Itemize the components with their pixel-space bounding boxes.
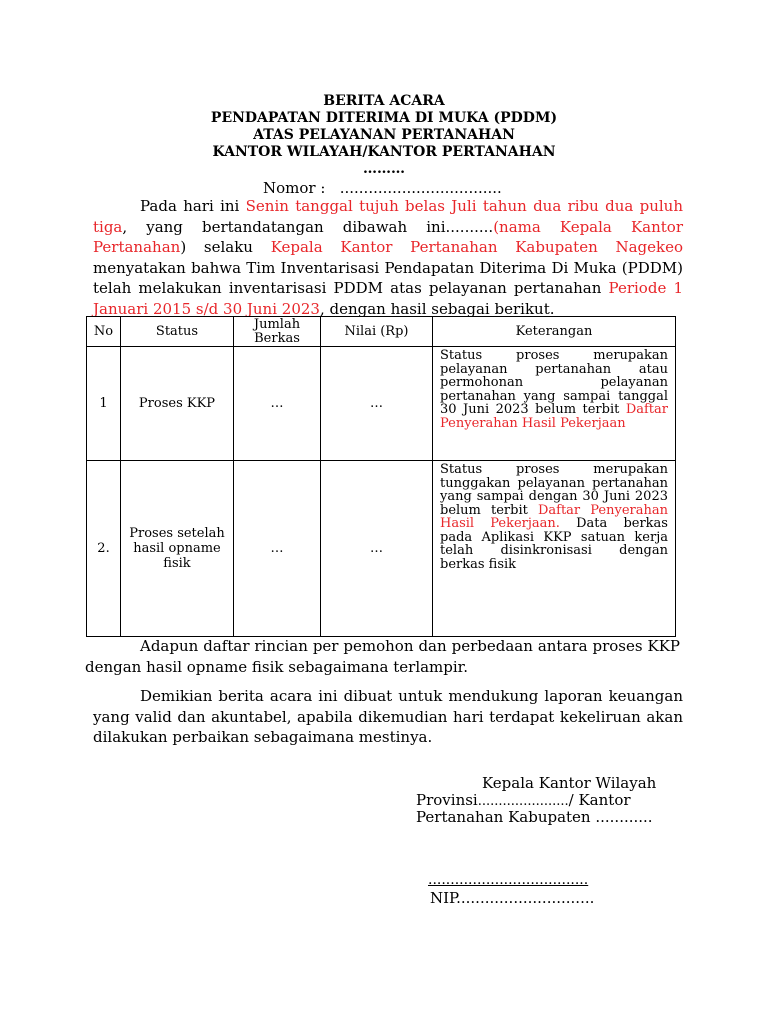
keterangan-text: Status proses merupakan tunggakan pelayanan pertanahan yang sampai dengan 30 Juni 2023 belum terbit xyxy=(440,462,668,518)
closing-paragraph-1 xyxy=(85,636,680,677)
cell-no: 2. xyxy=(87,461,121,637)
col-header-keterangan: Keterangan xyxy=(433,317,676,347)
header-line-5: ……… xyxy=(363,161,405,177)
col-header-no: No xyxy=(87,317,121,347)
intro-paragraph xyxy=(93,196,683,319)
signature-title-1: Kepala Kantor Wilayah xyxy=(482,774,657,792)
intro-text-3: ) selaku xyxy=(180,238,271,256)
keterangan-red-text: Daftar Penyerahan Hasil Pekerjaan. xyxy=(440,502,668,531)
table-row xyxy=(87,461,676,637)
cell-status: Proses KKP xyxy=(121,347,234,461)
intro-name-placeholder: (nama Kepala Kantor Pertanahan xyxy=(93,217,683,256)
intro-text-5: , dengan hasil sebagai berikut. xyxy=(319,299,555,318)
cell-jumlah: … xyxy=(234,347,321,461)
col-header-nilai: Nilai (Rp) xyxy=(321,317,433,347)
header-line-4: KANTOR WILAYAH/KANTOR PERTANAHAN xyxy=(212,144,556,160)
signature-nip: NIP............................. xyxy=(430,889,595,907)
cell-nilai: … xyxy=(321,461,433,637)
header-title: BERITA ACARA xyxy=(323,93,445,109)
intro-text-4: menyatakan bahwa Tim Inventarisasi Pendapatan Diterima Di Muka (PDDM) telah melakukan inventarisasi PDDM atas pelayanan pertanahan xyxy=(93,258,683,297)
keterangan-red-text: Daftar Penyerahan Hasil Pekerjaan xyxy=(440,402,668,431)
signature-kantor: / Kantor xyxy=(568,791,631,809)
cell-keterangan xyxy=(433,347,676,461)
cell-jumlah: … xyxy=(234,461,321,637)
cell-nilai: … xyxy=(321,347,433,461)
closing-paragraph-2 xyxy=(93,686,683,748)
signature-name-line: .................................... xyxy=(428,872,589,888)
col-header-status: Status xyxy=(121,317,234,347)
cell-no: 1 xyxy=(87,347,121,461)
intro-period: Periode 1 Januari 2015 s/d 30 Juni 2023 xyxy=(93,279,683,318)
cell-keterangan xyxy=(433,461,676,637)
intro-office: Kepala Kantor Pertanahan Kabupaten Nagekeo xyxy=(270,238,684,256)
keterangan-text: Status proses merupakan pelayanan pertanahan atau permohonan pelayanan pertanahan yang sampai tanggal 30 Juni 2023 belum terbit xyxy=(440,348,668,417)
table-row xyxy=(87,347,676,461)
header-line-3: ATAS PELAYANAN PERTANAHAN xyxy=(253,127,515,143)
document-header xyxy=(0,93,768,178)
signature-provinsi: Provinsi xyxy=(416,791,478,809)
cell-status: Proses setelah hasil opname fisik xyxy=(121,461,234,637)
intro-date: Senin tanggal tujuh belas Juli tahun dua ribu dua puluh tiga xyxy=(93,197,683,236)
intro-text-2: , yang bertandatangan dibawah ini.......... xyxy=(122,217,494,236)
closing-text-1: Adapun daftar rincian per pemohon dan perbedaan antara proses KKP dengan hasil opname fisik sebagaimana terlampir. xyxy=(85,637,680,676)
pddm-table xyxy=(86,316,676,637)
signature-provinsi-dots: ...................... xyxy=(477,794,569,809)
header-subtitle: PENDAPATAN DITERIMA DI MUKA (PDDM) xyxy=(210,110,558,126)
nomor-line: Nomor : .................................. xyxy=(263,179,502,197)
intro-text-1: Pada hari ini xyxy=(140,197,246,215)
signature-title-3: Pertanahan Kabupaten ............ xyxy=(416,808,653,826)
keterangan-text-end: Data berkas pada Aplikasi KKP satuan kerja telah disinkronisasi dengan berkas fisik xyxy=(440,516,668,572)
table-header-row xyxy=(87,317,676,347)
closing-text-2: Demikian berita acara ini dibuat untuk mendukung laporan keuangan yang valid dan akuntabel, apabila dikemudian hari terdapat kekeliruan akan dilakukan perbaikan sebagaimana mestinya. xyxy=(93,687,683,746)
col-header-jumlah: Jumlah Berkas xyxy=(234,317,321,347)
